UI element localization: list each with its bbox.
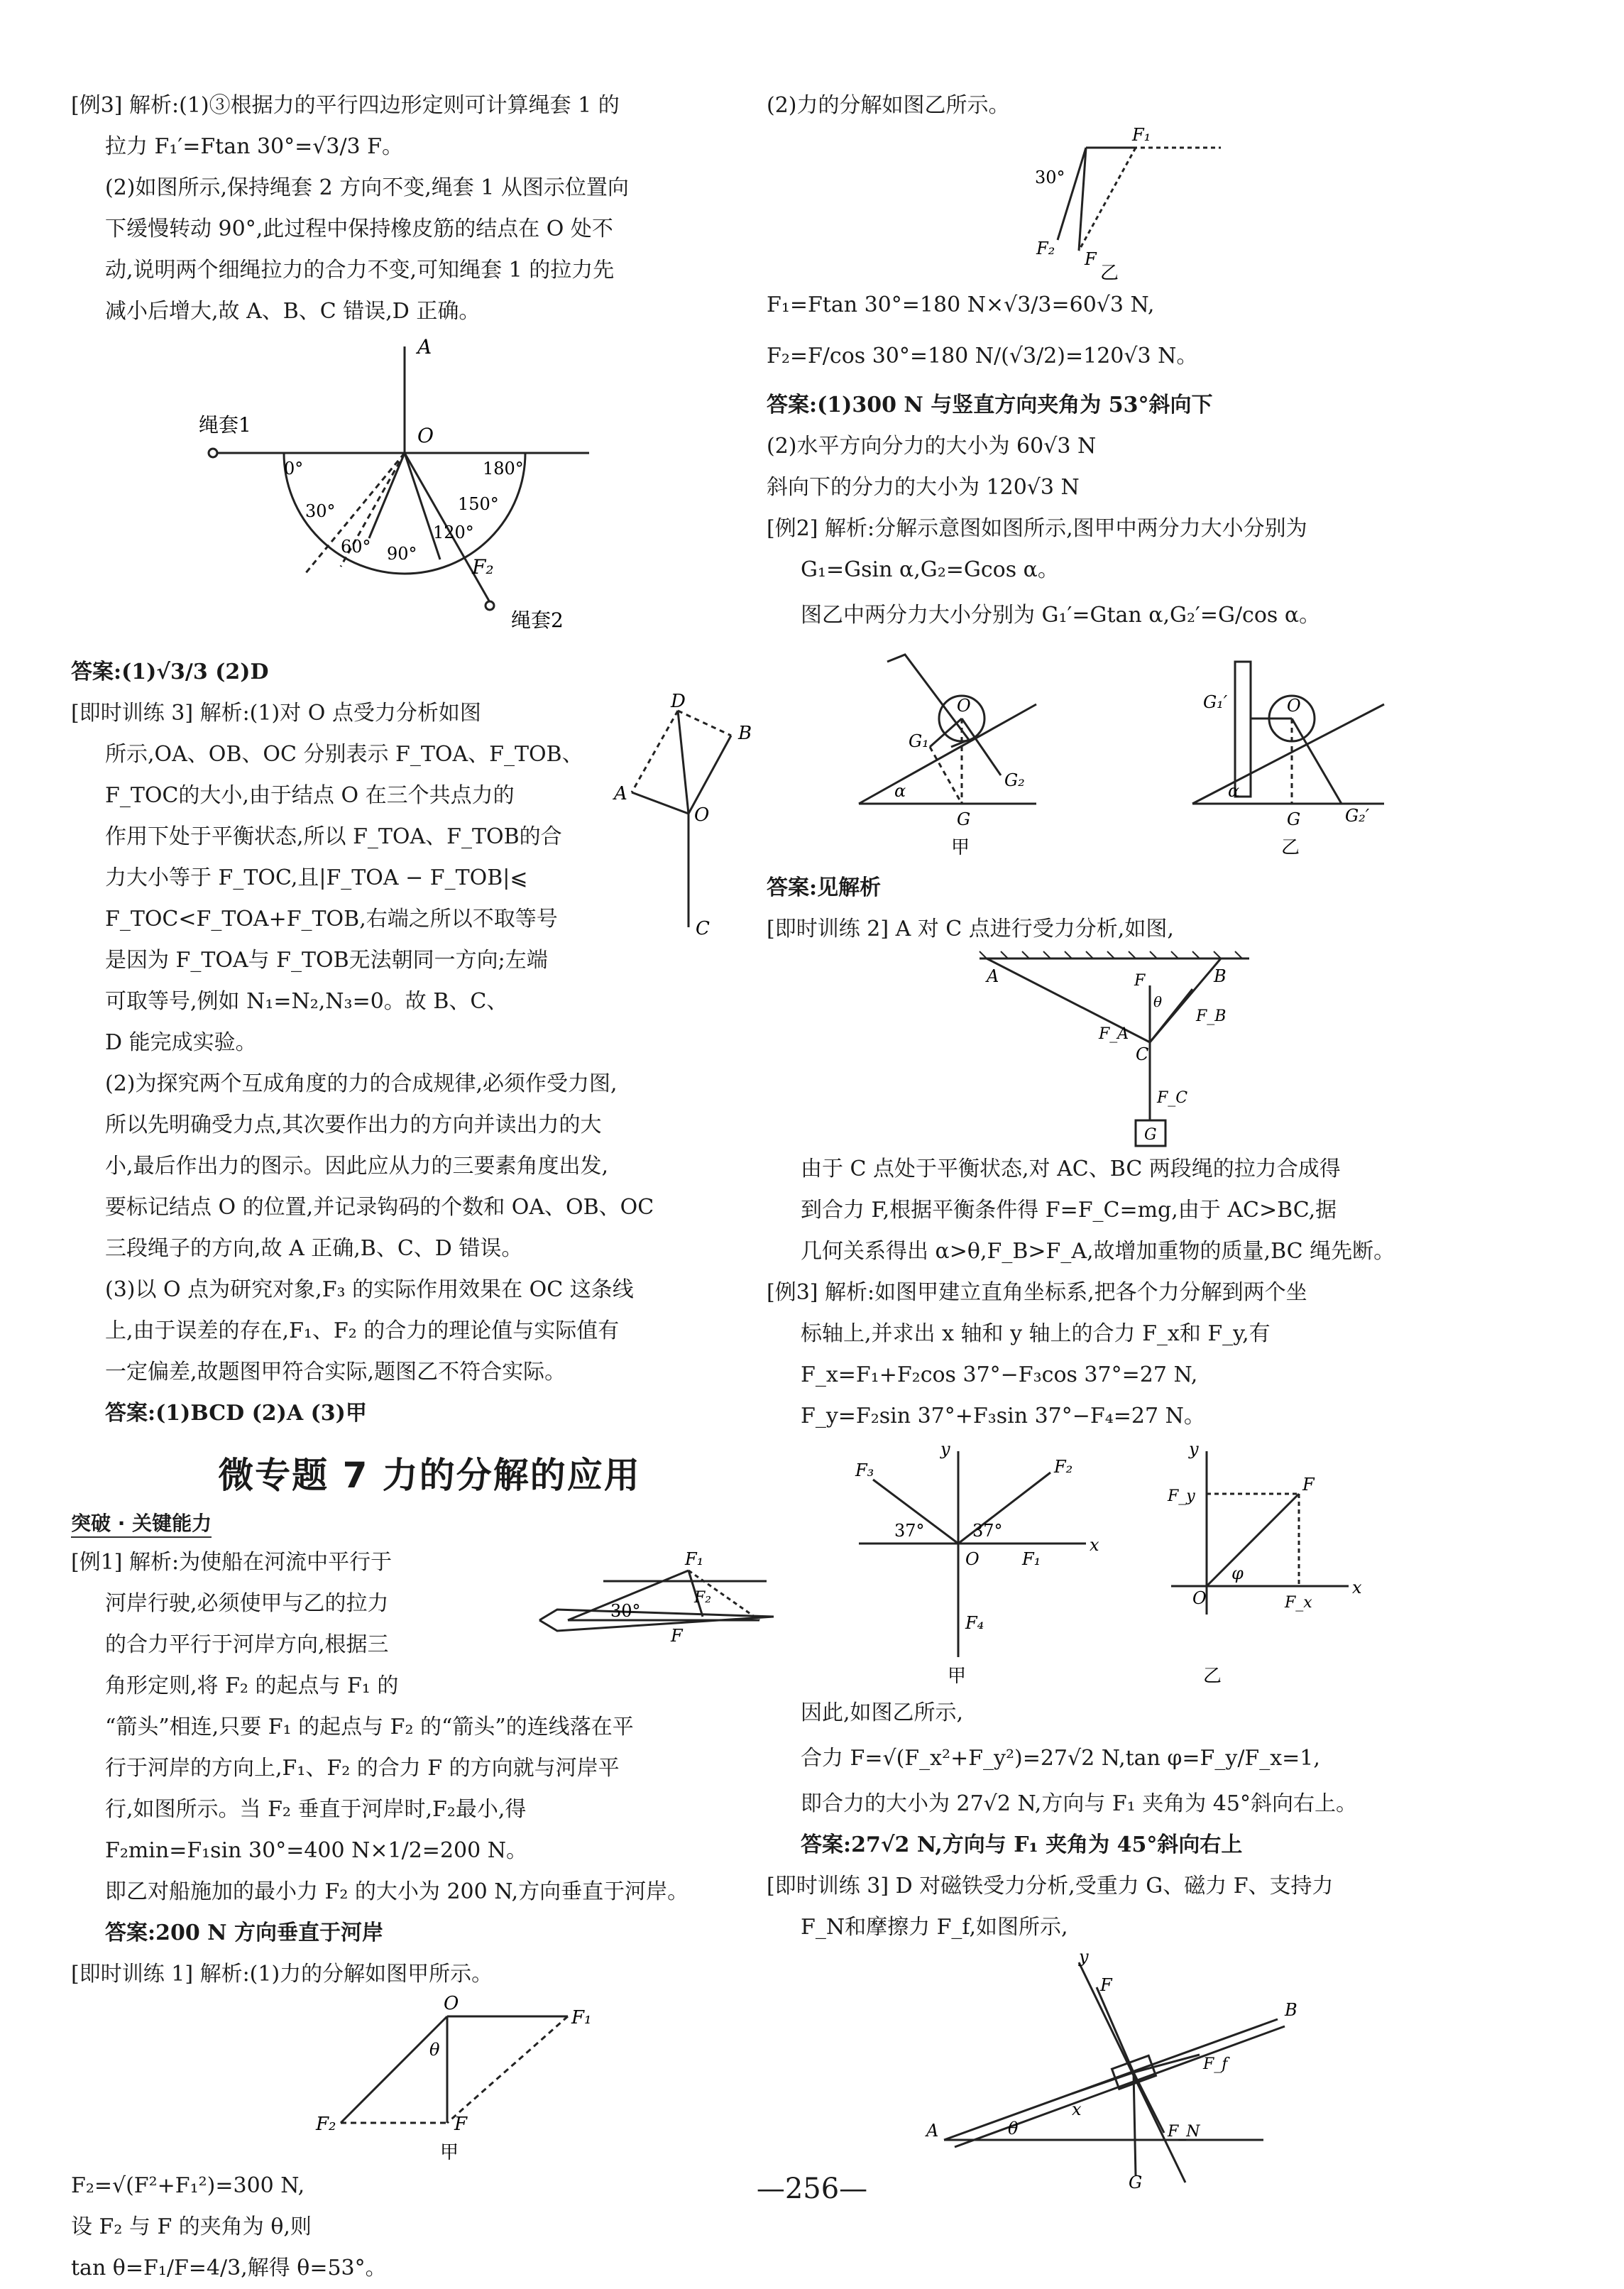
label-theta: θ	[429, 2040, 440, 2060]
label-F: F	[1302, 1475, 1315, 1495]
t3-para2: 小,最后作出力的图示。因此应从力的三要素角度出发,	[105, 1154, 609, 1179]
t1-line: tan θ=F₁/F=4/3,解得 θ=53°。	[71, 2256, 387, 2280]
force-diagram-O	[610, 693, 774, 949]
ex3-para: 动,说明两个细绳拉力的合力不变,可知绳套 1 的拉力先	[105, 258, 615, 283]
label-FC: F_C	[1157, 1089, 1188, 1107]
t3-line: 作用下处于平衡状态,所以 F_TOA、F_TOB的合	[105, 824, 562, 849]
t2-line: 到合力 F,根据平衡条件得 F=F_C=mg,由于 AC>BC,据	[801, 1198, 1337, 1223]
coordinate-diagrams	[767, 1437, 1483, 1693]
ex1-line: 的合力平行于河岸方向,根据三	[105, 1632, 389, 1657]
ex3-para: 下缓慢转动 90°,此过程中保持橡皮筋的结点在 O 处不	[105, 217, 613, 241]
t3-line: [即时训练 3] 解析:(1)对 O 点受力分析如图	[71, 701, 481, 726]
axis-x: x	[1072, 2099, 1082, 2119]
label-F: F	[1100, 1975, 1112, 1995]
angle-60: 60°	[341, 537, 371, 557]
ex3-para: 减小后增大,故 A、B、C 错误,D 正确。	[105, 299, 481, 324]
ex3r-answer: 答案:27√2 N,方向与 F₁ 夹角为 45°斜向右上	[801, 1832, 1243, 1857]
t3-line: 力大小等于 F_TOC,且|F_TOA − F_TOB|⩽	[105, 865, 528, 890]
label-G2p: G₂′	[1345, 806, 1370, 826]
ex3-heading: [例3] 解析:(1)③根据力的平行四边形定则可计算绳套 1 的	[71, 93, 620, 118]
label-F1: F₁	[1132, 126, 1151, 145]
caption-yi: 乙	[1281, 837, 1300, 858]
decomposition-fig-jia	[71, 1995, 788, 2165]
t3-para3: 一定偏差,故题图甲符合实际,题图乙不符合实际。	[105, 1360, 566, 1384]
ex1-line: 行于河岸的方向上,F₁、F₂ 的合力 F 的方向就与河岸平	[105, 1756, 620, 1781]
label-F: F	[1085, 249, 1097, 269]
page-number: —256—	[756, 2173, 868, 2205]
caption-jia: 甲	[948, 1666, 967, 1687]
label-rope1: 绳套1	[199, 413, 251, 437]
angle-30: 30°	[305, 501, 336, 521]
angle-150: 150°	[458, 494, 499, 514]
ex3-para: (2)如图所示,保持绳套 2 方向不变,绳套 1 从图示位置向	[105, 175, 629, 200]
label-alpha-jia: α	[894, 781, 906, 801]
label-A: A	[987, 966, 999, 986]
label-O-yi: O	[1287, 696, 1301, 716]
left-column	[71, 85, 788, 2289]
label-A: A	[614, 783, 627, 804]
angle-37-right: 37°	[972, 1521, 1003, 1541]
angle-37-left: 37°	[894, 1521, 925, 1541]
r-answer: 斜向下的分力的大小为 120√3 N	[767, 475, 1080, 500]
t1-line: 设 F₂ 与 F 的夹角为 θ,则	[71, 2214, 312, 2239]
magnet-incline-diagram	[767, 1948, 1483, 2190]
ball-diagrams	[767, 640, 1483, 868]
label-Fy: F_y	[1168, 1487, 1195, 1505]
ex1-line: 即乙对船施加的最小力 F₂ 的大小为 200 N,方向垂直于河岸。	[105, 1879, 689, 1904]
axis-y-yi: y	[1189, 1439, 1199, 1459]
axis-y: y	[1079, 1948, 1089, 1967]
label-G: G	[1144, 1126, 1157, 1144]
ex2-line: 图乙中两分力大小分别为 G₁′=Gtan α,G₂′=G/cos α。	[801, 603, 1321, 628]
caption-yi: 乙	[1203, 1666, 1222, 1687]
label-B: B	[1214, 966, 1227, 986]
t1-line: [即时训练 1] 解析:(1)力的分解如图甲所示。	[71, 1962, 493, 1987]
angle-120: 120°	[433, 523, 474, 542]
t3-line: 所示,OA、OB、OC 分别表示 F_TOA、F_TOB、	[105, 742, 583, 767]
t2-line: 几何关系得出 α>θ,F_B>F_A,故增加重物的质量,BC 绳先断。	[801, 1239, 1395, 1264]
label-rope2: 绳套2	[511, 608, 564, 632]
label-Ff: F_f	[1203, 2055, 1228, 2073]
label-B: B	[738, 723, 752, 744]
t3-para2: (2)为探究两个互成角度的力的合成规律,必须作受力图,	[105, 1071, 618, 1096]
t3-line: 是因为 F_TOA与 F_TOB无法朝同一方向;左端	[105, 948, 548, 973]
label-F2: F₂	[694, 1589, 712, 1607]
t2-line: [即时训练 2] A 对 C 点进行受力分析,如图,	[767, 917, 1174, 941]
angle-90: 90°	[387, 544, 417, 564]
label-F: F	[1134, 972, 1146, 990]
label-F1: F₁	[685, 1549, 704, 1569]
ex3r-line: 标轴上,并求出 x 轴和 y 轴上的合力 F_x和 F_y,有	[801, 1321, 1271, 1346]
t3-para3: (3)以 O 点为研究对象,F₃ 的实际作用效果在 OC 这条线	[105, 1277, 634, 1302]
axis-x-yi: x	[1352, 1578, 1362, 1597]
label-O-jia: O	[957, 696, 971, 716]
label-FB: F_B	[1196, 1007, 1227, 1025]
protractor-diagram	[71, 332, 788, 645]
t3-line: F_TOC的大小,由于结点 O 在三个共点力的	[105, 783, 515, 808]
angle-30: 30°	[610, 1601, 641, 1621]
r-answer: (2)水平方向分力的大小为 60√3 N	[767, 434, 1097, 459]
label-O-yi: O	[1192, 1588, 1207, 1608]
r-line: (2)力的分解如图乙所示。	[767, 93, 1010, 118]
t3r-line: F_N和摩擦力 F_f,如图所示,	[801, 1915, 1068, 1940]
label-F: F	[454, 2114, 468, 2135]
t3-answer: 答案:(1)BCD (2)A (3)甲	[105, 1401, 367, 1426]
ex2-line: [例2] 解析:分解示意图如图所示,图甲中两分力大小分别为	[767, 516, 1307, 541]
t3r-line: [即时训练 3] D 对磁铁受力分析,受重力 G、磁力 F、支持力	[767, 1874, 1334, 1899]
label-F3: F₃	[855, 1460, 874, 1480]
section-heading: 微专题 7 力的分解的应用	[218, 1455, 641, 1496]
axis-y-jia: y	[940, 1439, 950, 1459]
label-F: F	[671, 1626, 683, 1646]
caption-jia: 甲	[951, 837, 970, 858]
ex3-answer: 答案:(1)√3/3 (2)D	[71, 660, 269, 684]
label-alpha-yi: α	[1228, 781, 1240, 801]
ex2-line: G₁=Gsin α,G₂=Gcos α。	[801, 557, 1059, 582]
ex3r-line: F_x=F₁+F₂cos 37°−F₃cos 37°=27 N,	[801, 1362, 1198, 1387]
label-F1: F₁	[1022, 1549, 1041, 1569]
decomposition-fig-yi	[767, 126, 1483, 283]
label-theta: θ	[1008, 2119, 1019, 2138]
ex1-line: 河岸行驶,必须使甲与乙的拉力	[105, 1591, 389, 1616]
label-B: B	[1285, 2000, 1297, 2020]
t3-line: 可取等号,例如 N₁=N₂,N₃=0。故 B、C、	[105, 989, 508, 1014]
label-G1p: G₁′	[1203, 692, 1228, 712]
label-A: A	[926, 2121, 939, 2141]
ex3r-line: F_y=F₂sin 37°+F₃sin 37°−F₄=27 N。	[801, 1404, 1205, 1428]
r-line: F₂=F/cos 30°=180 N/(√3/2)=120√3 N。	[767, 344, 1198, 368]
label-C: C	[696, 918, 710, 939]
label-F2: F₂	[472, 555, 494, 579]
ex3r-line: [例3] 解析:如图甲建立直角坐标系,把各个力分解到两个坐	[767, 1280, 1307, 1305]
angle-30: 30°	[1035, 168, 1065, 187]
t3-block	[71, 693, 788, 1064]
ex1-line: 行,如图所示。当 F₂ 垂直于河岸时,F₂最小,得	[105, 1797, 527, 1822]
label-O: O	[417, 424, 434, 447]
label-O: O	[444, 1995, 459, 2014]
ex1-line: 角形定则,将 F₂ 的起点与 F₁ 的	[105, 1673, 399, 1698]
label-D: D	[671, 693, 686, 712]
label-theta: θ	[1153, 993, 1163, 1010]
axis-x-jia: x	[1090, 1535, 1099, 1555]
ex1-answer: 答案:200 N 方向垂直于河岸	[105, 1921, 384, 1945]
label-G: G	[1129, 2173, 1143, 2190]
label-FA: F_A	[1099, 1025, 1129, 1043]
hanging-weight-diagram	[767, 950, 1483, 1149]
caption-jia: 甲	[440, 2142, 459, 2163]
t1-line: F₂=√(F²+F₁²)=300 N,	[71, 2173, 305, 2198]
r-line: F₁=Ftan 30°=180 N×√3/3=60√3 N,	[767, 293, 1155, 317]
label-F2: F₂	[316, 2114, 336, 2135]
t3-para2: 所以先明确受力点,其次要作出力的方向并读出力的大	[105, 1113, 602, 1137]
label-A: A	[417, 335, 432, 359]
label-O-jia: O	[965, 1549, 980, 1569]
r-answer: 答案:(1)300 N 与竖直方向夹角为 53°斜向下	[767, 393, 1213, 417]
label-Fx: F_x	[1285, 1594, 1312, 1612]
ex3r-line: 因此,如图乙所示,	[801, 1700, 964, 1725]
label-F2: F₂	[1036, 239, 1055, 258]
ex1-line: “箭头”相连,只要 F₁ 的起点与 F₂ 的“箭头”的连线落在平	[105, 1715, 634, 1739]
label-phi: φ	[1231, 1563, 1244, 1583]
subsection-label: 突破 · 关键能力	[71, 1508, 212, 1538]
label-C: C	[1136, 1044, 1149, 1064]
ex1-line: F₂min=F₁sin 30°=400 N×1/2=200 N。	[105, 1838, 527, 1863]
label-O: O	[694, 804, 710, 826]
label-G2: G₂	[1004, 770, 1025, 790]
label-F4: F₄	[965, 1613, 984, 1633]
t3-line: D 能完成实验。	[105, 1030, 257, 1055]
angle-0: 0°	[284, 459, 304, 479]
angle-180: 180°	[483, 459, 524, 479]
ex2-answer: 答案:见解析	[767, 875, 882, 900]
t2-line: 由于 C 点处于平衡状态,对 AC、BC 两段绳的拉力合成得	[801, 1157, 1341, 1181]
label-G1: G₁	[909, 731, 929, 751]
t3-para2: 三段绳子的方向,故 A 正确,B、C、D 错误。	[105, 1236, 523, 1261]
ex3r-line: 即合力的大小为 27√2 N,方向与 F₁ 夹角为 45°斜向右上。	[801, 1791, 1357, 1816]
label-G-yi: G	[1287, 809, 1301, 829]
label-FN: F_N	[1168, 2123, 1200, 2141]
ex3-line: 拉力 F₁′=Ftan 30°=√3/3 F。	[105, 134, 403, 159]
caption-yi: 乙	[1100, 263, 1119, 283]
t3-para3: 上,由于误差的存在,F₁、F₂ 的合力的理论值与实际值有	[105, 1318, 620, 1343]
ex1-block	[71, 1542, 788, 1913]
boat-diagram	[525, 1542, 788, 1684]
ex1-line: [例1] 解析:为使船在河流中平行于	[71, 1550, 393, 1575]
ex3r-line: 合力 F=√(F_x²+F_y²)=27√2 N,tan φ=F_y/F_x=1,	[801, 1746, 1320, 1771]
label-G-jia: G	[957, 809, 971, 829]
t3-para2: 要标记结点 O 的位置,并记录钩码的个数和 OA、OB、OC	[105, 1195, 654, 1220]
right-column	[767, 85, 1483, 2190]
label-F2: F₂	[1054, 1457, 1073, 1477]
label-F1: F₁	[571, 2007, 592, 2028]
t3-line: F_TOC<F_TOA+F_TOB,右端之所以不取等号	[105, 907, 558, 932]
